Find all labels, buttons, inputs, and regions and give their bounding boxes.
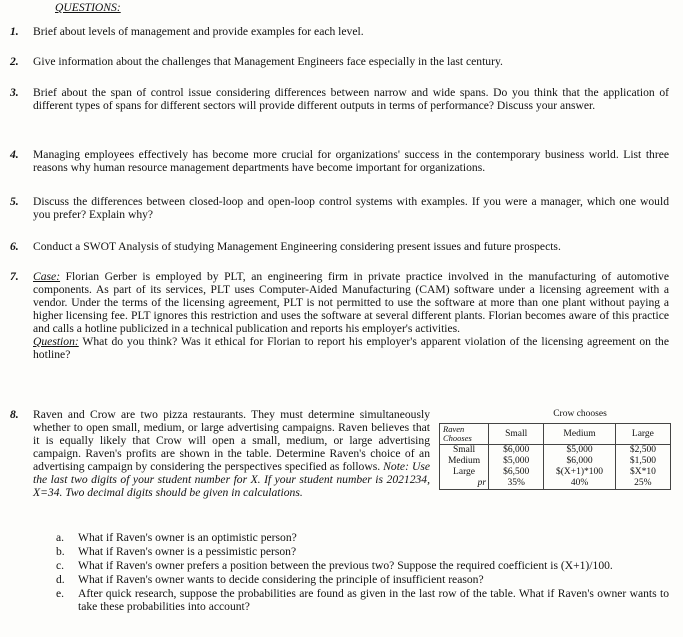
table-cell: 25% <box>615 478 670 490</box>
table-cell: $(X+1)*100 <box>544 467 616 478</box>
question-number: 5. <box>10 195 19 208</box>
sub-letter: a. <box>56 531 65 544</box>
question-5 <box>10 195 669 221</box>
sub-question-e <box>56 587 669 613</box>
case-block <box>33 270 669 335</box>
table-cell: $1,500 <box>615 456 670 467</box>
question-8 <box>10 408 430 499</box>
sub-text: What if Raven's owner is an optimistic person? <box>78 531 297 544</box>
column-header: Large <box>615 424 670 445</box>
case-label: Case: <box>33 270 61 283</box>
question-number: 4. <box>10 148 19 161</box>
case-question-text: What do you think? Was it ethical for Florian to report his employer's apparent violation of the licensing agreement on the hotline? <box>33 335 669 361</box>
payoff-table <box>439 406 671 490</box>
question-text: Give information about the challenges that Management Engineers face especially in the last century. <box>33 55 503 68</box>
case-text: Florian Gerber is employed by PLT, an engineering firm in private practice involved in the manufacturing of automotive components. As part of its services, PLT uses Computer-Aided Manufacturing (CAM) software under a licensing agreement with a vendor. Under the terms of the licensing agreement, PLT is not permitted to use the software at more than one plant without paying a higher licensing fee. PLT ignores this restriction and uses the software at several different plants. Florian becomes aware of this practice and calls a hotline publicized in a technical publication and reports his employer's activities. <box>33 270 669 335</box>
column-header: Small <box>489 424 544 445</box>
row-label: Medium <box>440 456 489 467</box>
sub-question-b <box>56 545 669 558</box>
table-row <box>440 445 671 457</box>
table-header-row <box>440 424 671 445</box>
question-2 <box>10 55 669 68</box>
corner-raven: Raven <box>443 424 465 434</box>
sub-text: What if Raven's owner is a pessimistic person? <box>78 545 297 558</box>
question-7 <box>10 270 669 361</box>
sub-letter: b. <box>56 545 65 558</box>
table-row <box>440 467 671 478</box>
question-4 <box>10 148 669 174</box>
question-text: Managing employees effectively has become more crucial for organizations' success in the contemporary business world. List three reasons why human resource management departments have become important for organizations. <box>33 148 669 174</box>
crow-chooses-header: Crow chooses <box>553 409 607 419</box>
sub-text: After quick research, suppose the probabilities are found as given in the last row of the table. What if Raven's owner wants to take these probabilities into account? <box>78 587 669 613</box>
sub-letter: e. <box>56 587 65 600</box>
corner-label <box>440 424 489 445</box>
corner-chooses: Chooses <box>443 433 472 443</box>
question-number: 3. <box>10 86 19 99</box>
table-cell: $5,000 <box>544 445 616 457</box>
table-row <box>440 456 671 467</box>
question-label: Question: <box>33 335 79 348</box>
sub-question-c <box>56 559 669 572</box>
sub-question-d <box>56 573 669 586</box>
sub-questions <box>56 531 669 614</box>
sub-text: What if Raven's owner prefers a position between the previous two? Suppose the required coefficient is (X+1)/100. <box>78 559 613 572</box>
table-cell: $5,000 <box>489 456 544 467</box>
q8-body: Raven and Crow are two pizza restaurants. They must determine simultaneously whether to open small, medium, or large advertising campaigns. Raven believes that it is equally likely that Crow will open a small, medium, or large advertising campaign. Raven's profits are shown in the table. Determine Raven's choice of an advertising campaign by considering the perspectives specified as follows. <box>33 408 430 473</box>
row-label: pr <box>440 478 489 490</box>
table-cell: $X*10 <box>615 467 670 478</box>
row-label: Large <box>440 467 489 478</box>
question-number: 6. <box>10 240 19 253</box>
case-question <box>33 335 669 361</box>
table-cell: 35% <box>489 478 544 490</box>
table-cell: $6,000 <box>544 456 616 467</box>
column-header: Medium <box>544 424 616 445</box>
table-cell: $6,500 <box>489 467 544 478</box>
sub-text: What if Raven's owner wants to decide considering the principle of insufficient reason? <box>78 573 484 586</box>
question-text <box>33 408 430 499</box>
question-1 <box>10 25 669 38</box>
question-number: 2. <box>10 55 19 68</box>
table-cell: 40% <box>544 478 616 490</box>
sub-letter: d. <box>56 573 65 586</box>
q8-note: Note: Use the last two digits of your student number for X. If your student number is 2021234, X=34. Two decimal digits should be given in calculations. <box>33 460 430 499</box>
question-number: 8. <box>10 408 19 421</box>
page-heading: QUESTIONS: <box>55 1 121 14</box>
table-row-probabilities <box>440 478 671 490</box>
question-number: 7. <box>10 270 19 283</box>
question-text: Conduct a SWOT Analysis of studying Management Engineering considering present issues and future prospects. <box>33 240 561 253</box>
question-text: Discuss the differences between closed-loop and open-loop control systems with examples. If you were a manager, which one would you prefer? Explain why? <box>33 195 669 221</box>
question-text: Brief about levels of management and provide examples for each level. <box>33 25 364 38</box>
question-number: 1. <box>10 25 19 38</box>
sub-question-a <box>56 531 669 544</box>
question-3 <box>10 86 669 112</box>
row-label: Small <box>440 445 489 457</box>
question-6 <box>10 240 669 253</box>
question-text: Brief about the span of control issue considering differences between narrow and wide spans. Do you think that the application of different types of spans for different sectors will provide different outputs in terms of performance? Discuss your answer. <box>33 86 669 112</box>
payoff-grid <box>439 423 671 490</box>
table-cell: $2,500 <box>615 445 670 457</box>
sub-letter: c. <box>56 559 65 572</box>
table-cell: $6,000 <box>489 445 544 457</box>
